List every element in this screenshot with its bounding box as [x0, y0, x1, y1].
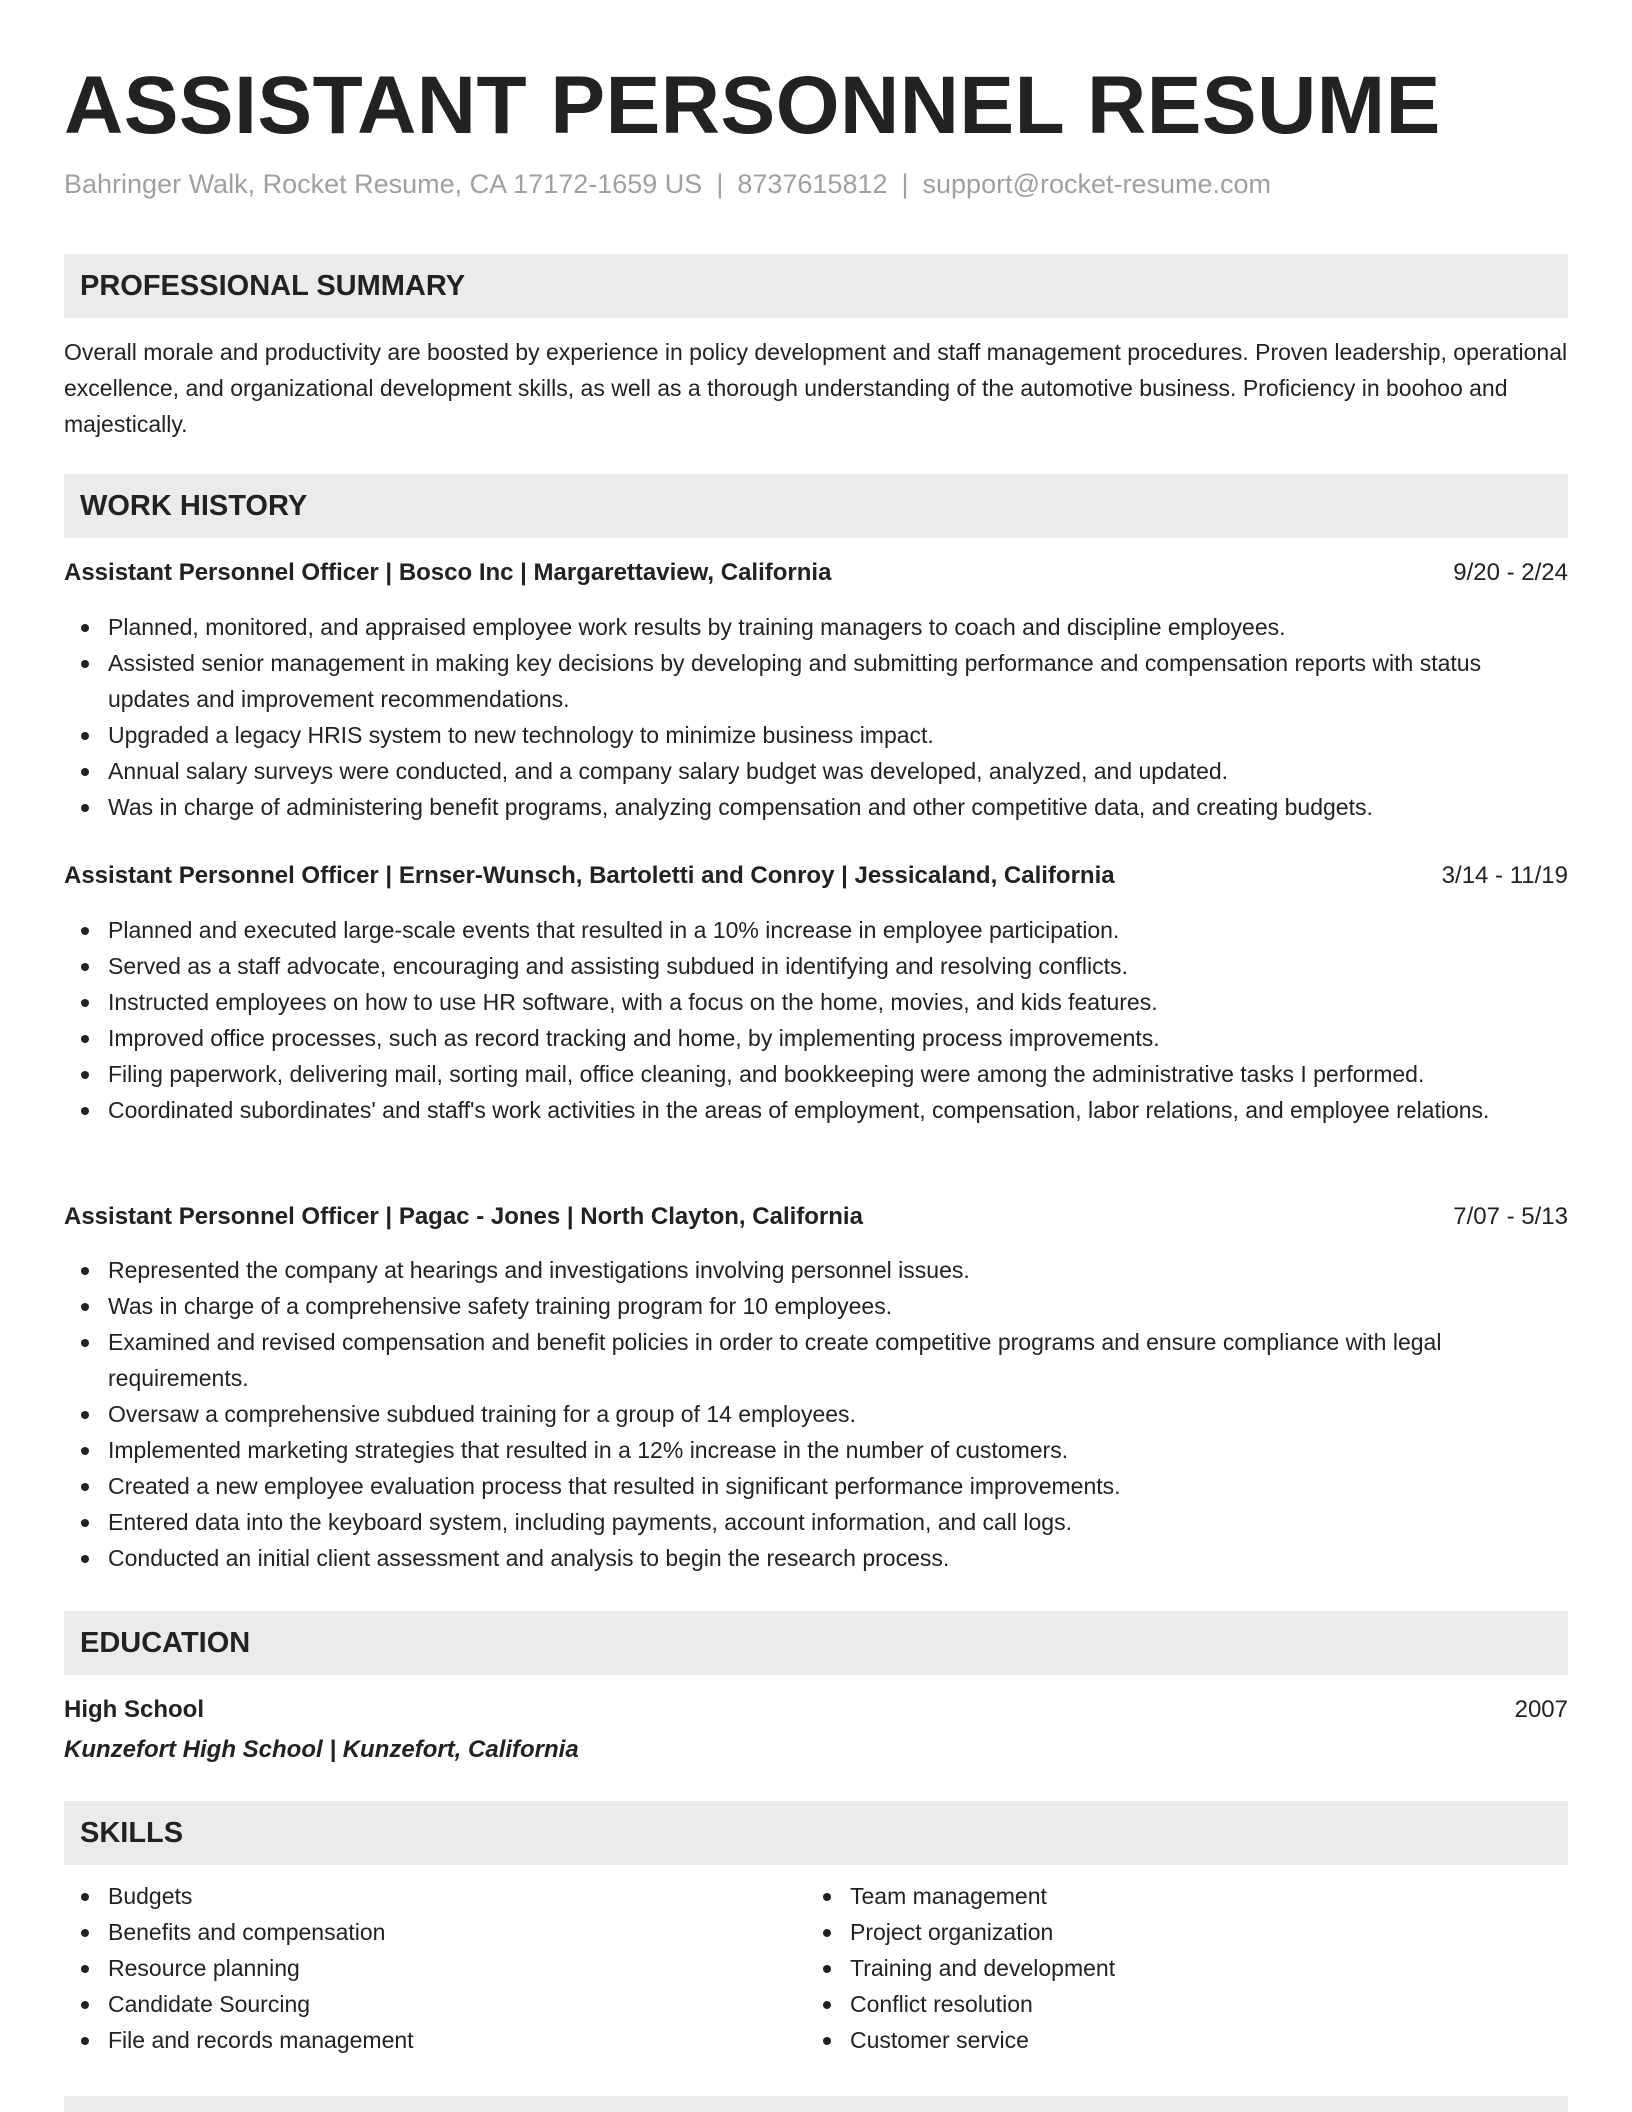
contact-email[interactable]: support@rocket-resume.com — [922, 169, 1272, 199]
job-bullet: Improved office processes, such as record tracking and home, by implementing process improvements. — [64, 1020, 1568, 1056]
contact-address: Bahringer Walk, Rocket Resume, CA 17172-1659 US — [64, 169, 703, 199]
section-header-skills — [64, 1801, 1568, 1865]
job-header — [64, 858, 1568, 894]
skill-item: Training and development — [806, 1950, 1506, 1986]
job-bullet-list — [64, 1252, 1568, 1576]
section-title: EDUCATION — [80, 1627, 251, 1659]
job-bullet: Planned and executed large-scale events that resulted in a 10% increase in employee participation. — [64, 912, 1568, 948]
job-bullet: Annual salary surveys were conducted, and a company salary budget was developed, analyzed, and updated. — [64, 753, 1568, 789]
job-bullet: Planned, monitored, and appraised employee work results by training managers to coach and discipline employees. — [64, 609, 1568, 645]
section-title: SKILLS — [80, 1817, 184, 1849]
job-title: Assistant Personnel Officer | Pagac - Jones | North Clayton, California — [64, 1203, 863, 1230]
job-bullet: Examined and revised compensation and benefit policies in order to create competitive programs and ensure compliance with legal requirements. — [64, 1324, 1568, 1396]
contact-separator: | — [901, 169, 909, 199]
job-bullet: Upgraded a legacy HRIS system to new technology to minimize business impact. — [64, 717, 1568, 753]
resume-title: ASSISTANT PERSONNEL RESUME — [64, 60, 1441, 151]
contact-phone: 8737615812 — [737, 169, 888, 199]
job-dates: 9/20 - 2/24 — [1453, 559, 1568, 586]
job-bullet: Was in charge of a comprehensive safety training program for 10 employees. — [64, 1288, 1568, 1324]
job-title: Assistant Personnel Officer | Bosco Inc | Margarettaview, California — [64, 559, 832, 586]
job-dates: 3/14 - 11/19 — [1441, 862, 1568, 889]
skill-item: Customer service — [806, 2022, 1506, 2058]
skill-item: Team management — [806, 1878, 1506, 1914]
job-entry — [64, 858, 1568, 1128]
job-bullet: Oversaw a comprehensive subdued training for a group of 14 employees. — [64, 1396, 1568, 1432]
job-bullet: Implemented marketing strategies that resulted in a 12% increase in the number of customers. — [64, 1432, 1568, 1468]
skill-item: Project organization — [806, 1914, 1506, 1950]
skill-item: Budgets — [64, 1878, 764, 1914]
job-header — [64, 555, 1568, 591]
job-bullet: Was in charge of administering benefit programs, analyzing compensation and other competitive data, and creating budgets. — [64, 789, 1568, 825]
section-header-work-history — [64, 474, 1568, 538]
section-header-summary — [64, 254, 1568, 318]
job-bullet-list — [64, 609, 1568, 825]
education-entry — [64, 1692, 1568, 1728]
education-degree: High School — [64, 1696, 204, 1723]
job-bullet: Conducted an initial client assessment and analysis to begin the research process. — [64, 1540, 1568, 1576]
job-title: Assistant Personnel Officer | Ernser-Wunsch, Bartoletti and Conroy | Jessicaland, California — [64, 862, 1115, 889]
skill-item: Candidate Sourcing — [64, 1986, 764, 2022]
job-bullet: Served as a staff advocate, encouraging and assisting subdued in identifying and resolving conflicts. — [64, 948, 1568, 984]
section-header-education — [64, 1611, 1568, 1675]
skill-item: Benefits and compensation — [64, 1914, 764, 1950]
section-title: PROFESSIONAL SUMMARY — [80, 270, 466, 302]
summary-text: Overall morale and productivity are boosted by experience in policy development and staff management procedures. Proven leadership, operational excellence, and organizational development skills, as well as a thorough understanding of the automotive business. Proficiency in boohoo and majestically. — [64, 339, 1568, 437]
contact-line — [64, 166, 1271, 202]
job-bullet: Entered data into the keyboard system, including payments, account information, and call logs. — [64, 1504, 1568, 1540]
job-bullet-list — [64, 912, 1568, 1128]
section-header-next — [64, 2096, 1568, 2112]
job-bullet: Created a new employee evaluation process that resulted in significant performance improvements. — [64, 1468, 1568, 1504]
skills-column-left — [64, 1878, 764, 2058]
job-bullet: Represented the company at hearings and investigations involving personnel issues. — [64, 1252, 1568, 1288]
job-entry — [64, 1199, 1568, 1576]
contact-separator: | — [716, 169, 724, 199]
skill-item: Conflict resolution — [806, 1986, 1506, 2022]
skills-column-right — [806, 1878, 1506, 2058]
job-header — [64, 1199, 1568, 1235]
job-bullet: Coordinated subordinates' and staff's work activities in the areas of employment, compensation, labor relations, and employee relations. — [64, 1092, 1568, 1128]
skill-item: Resource planning — [64, 1950, 764, 1986]
education-year: 2007 — [1514, 1696, 1568, 1723]
job-bullet: Instructed employees on how to use HR software, with a focus on the home, movies, and kids features. — [64, 984, 1568, 1020]
section-title: WORK HISTORY — [80, 490, 308, 522]
job-bullet: Assisted senior management in making key decisions by developing and submitting performance and compensation reports with status updates and improvement recommendations. — [64, 645, 1568, 717]
job-entry — [64, 555, 1568, 825]
job-dates: 7/07 - 5/13 — [1453, 1203, 1568, 1230]
education-school: Kunzefort High School | Kunzefort, California — [64, 1736, 579, 1763]
job-bullet: Filing paperwork, delivering mail, sorting mail, office cleaning, and bookkeeping were among the administrative tasks I performed. — [64, 1056, 1568, 1092]
skill-item: File and records management — [64, 2022, 764, 2058]
